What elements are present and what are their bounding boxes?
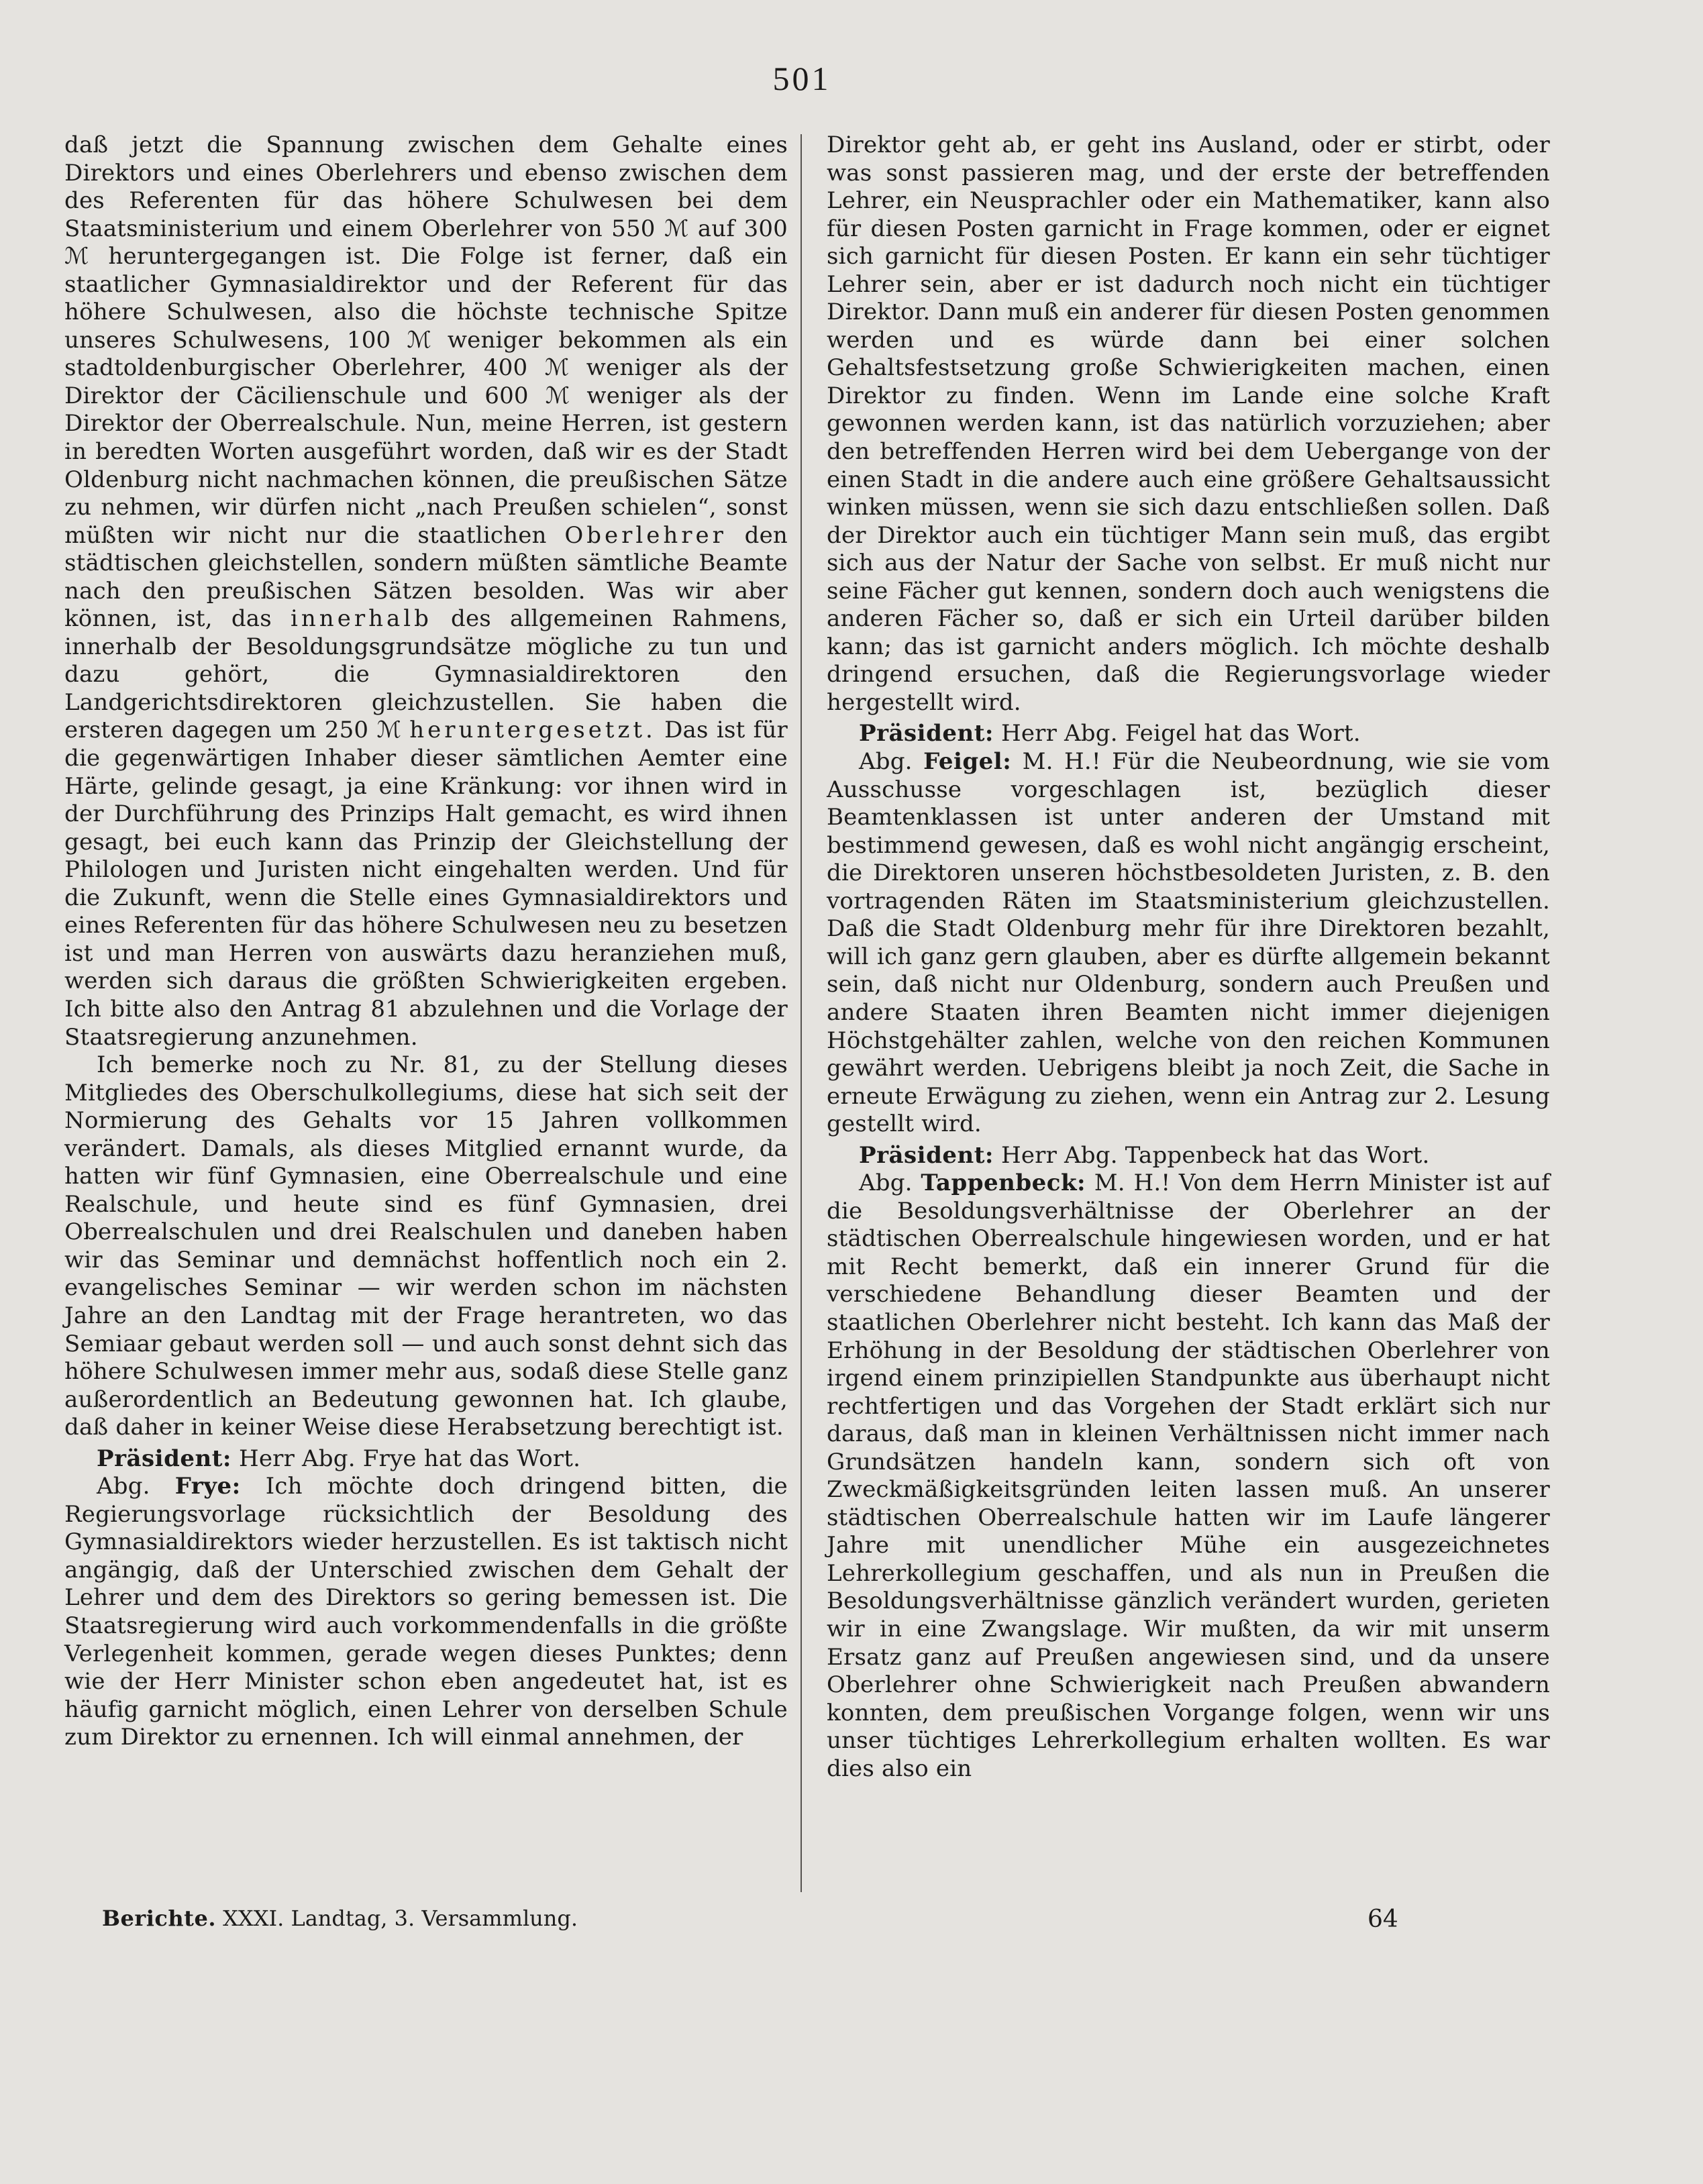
text-run: den städtischen gleichstellen, sondern müßten sämtliche Beamte nach den preußischen Sätzen besolden. Was wir aber können, ist, das [64, 521, 788, 633]
speaker-name: Frye: [174, 1473, 241, 1500]
emphasis-text: heruntergesetzt. [409, 717, 656, 744]
speaker-label: Präsident: [859, 1141, 994, 1169]
chair-text: Herr Abg. Feigel hat das Wort. [1000, 720, 1361, 747]
speech-text: M. H.! Von dem Herrn Minister ist auf die Besoldungsverhältnisse der Oberlehrer an der städtischen Oberrealschule hingewiesen worden, und er hat mit Recht bemerkt, daß ein innerer Grund für die verschiedene Behandlung dieser Beamten und der staatlichen Oberlehrer nicht besteht. Ich kann das Maß der Erhöhung in der Besoldung der städtischen Oberlehrer von irgend einem prinzipiellen Standpunkte aus überhaupt nicht rechtfertigen und das Vorgehen der Stadt erklärt sich nur daraus, daß man in kleinen Verhältnissen nicht immer nach Grundsätzen handeln kann, sondern sich oft von Zweckmäßigkeitsgründen leiten lassen muß. An unserer städtischen Oberrealschule hatten wir im Laufe längerer Jahre mit unendlicher Mühe ein ausgezeichnetes Lehrerkollegium geschaffen, und als nun in Preußen die Besoldungsverhältnisse gänzlich verändert wurden, gerieten wir in eine Zwangslage. Wir mußten, da wir mit unserm Ersatz ganz auf Preußen angewiesen sind, und da unsere Oberlehrer ohne Schwierigkeit nach Preußen abwandern konnten, dem preußischen Vorgange folgen, wenn wir uns unser tüchtiges Lehrerkollegium erhalten wollten. Es war dies also ein [827, 1169, 1551, 1782]
speaker-prefix: Abg. [859, 1169, 913, 1197]
paragraph [64, 132, 788, 1051]
column-rule [801, 134, 802, 1892]
speaker-label: Präsident: [859, 720, 994, 747]
speaker-prefix: Abg. [859, 748, 913, 776]
chair-line [827, 1142, 1550, 1170]
footer-title: Berichte. [102, 1906, 216, 1931]
footer-left [102, 1906, 578, 1931]
emphasis-text: Oberlehrer [564, 521, 727, 549]
speaker-name: Tappenbeck: [921, 1169, 1086, 1197]
page-number: 501 [772, 60, 831, 97]
footer-detail: XXXI. Landtag, 3. Versammlung. [223, 1906, 578, 1931]
text-run: Das ist für die gegenwärtigen Inhaber dieser sämtlichen Aemter eine Härte, gelinde gesagt, ja eine Kränkung: vor ihnen wird in der Durchführung des Prinzips Halt gemacht, es wird ihnen gesagt, bei euch kann das Prinzip der Gleichstellung der Philologen und Juristen nicht eingehalten werden. Und für die Zukunft, wenn die Stelle eines Gymnasialdirektors und eines Referenten für das höhere Schulwesen neu zu besetzen ist und man Herren von auswärts dazu heranziehen muß, werden sich daraus die größten Schwierigkeiten ergeben. Ich bitte also den Antrag 81 abzulehnen und die Vorlage der Staatsregierung anzunehmen. [64, 717, 788, 1051]
chair-line [64, 1445, 788, 1473]
speech-paragraph [827, 1169, 1550, 1783]
emphasis-text: innerhalb [291, 605, 432, 633]
chair-line [827, 720, 1550, 748]
sheet-number: 64 [1367, 1906, 1398, 1933]
right-column [827, 132, 1550, 1783]
speech-text: Ich möchte doch dringend bitten, die Regierungsvorlage rücksichtlich der Besoldung des Gymnasialdirektors wieder herzustellen. Es ist taktisch nicht angängig, daß der Unterschied zwischen dem Gehalt der Lehrer und dem des Direktors so gering bemessen ist. Die Staatsregierung wird auch vorkommendenfalls in die größte Verlegenheit kommen, gerade wegen dieses Punktes; denn wie der Herr Minister schon eben angedeutet hat, ist es häufig garnicht möglich, einen Lehrer von derselben Schule zum Direktor zu ernennen. Ich will einmal annehmen, der [64, 1473, 788, 1751]
speech-paragraph [827, 748, 1550, 1139]
text-run: daß jetzt die Spannung zwischen dem Gehalte eines Direktors und eines Oberlehrers und ebenso zwischen dem des Referenten für das höhere Schulwesen bei dem Staatsministerium und einem Oberlehrer von 550 ℳ auf 300 ℳ heruntergegangen ist. Die Folge ist ferner, daß ein staatlicher Gymnasialdirektor und der Referent für das höhere Schulwesen, also die höchste technische Spitze unseres Schulwesens, 100 ℳ weniger bekommen als ein stadtoldenburgischer Oberlehrer, 400 ℳ weniger als der Direktor der Cäcilienschule und 600 ℳ weniger als der Direktor der Oberrealschule. Nun, meine Herren, ist gestern in beredten Worten ausgeführt worden, daß wir es der Stadt Oldenburg nicht nachmachen können, die preußischen Sätze zu nehmen, wir dürfen nicht „nach Preußen schielen“, sonst müßten wir nicht nur die staatlichen [64, 132, 788, 549]
chair-text: Herr Abg. Tappenbeck hat das Wort. [1000, 1141, 1430, 1169]
text-run: des allgemeinen Rahmens, innerhalb der Besoldungsgrundsätze mögliche zu tun und dazu gehört, die Gymnasialdirektoren den Landgerichtsdirektoren gleichzustellen. Sie haben die ersteren dagegen um 250 ℳ [64, 605, 788, 744]
paragraph: Direktor geht ab, er geht ins Ausland, oder er stirbt, oder was sonst passieren mag, und der erste der betreffenden Lehrer, ein Neusprachler oder ein Mathematiker, kann also für diesen Posten garnicht in Frage kommen, oder er eignet sich garnicht für diesen Posten. Er kann ein sehr tüchtiger Lehrer sein, aber er ist dadurch noch nicht ein tüchtiger Direktor. Dann muß ein anderer für diesen Posten genommen werden und es würde dann bei einer solchen Gehaltsfestsetzung große Schwierigkeiten machen, einen Direktor zu finden. Wenn im Lande eine solche Kraft gewonnen werden kann, ist das natürlich vorzuziehen; aber den betreffenden Herren wird bei dem Uebergange von der einen Stadt in die andere auch eine größere Gehaltsaussicht winken müssen, wenn sie sich dazu entschließen sollen. Daß der Direktor auch ein tüchtiger Mann sein muß, das ergibt sich aus der Natur der Sache von selbst. Er muß nicht nur seine Fächer gut kennen, sondern doch auch wenigstens die anderen Fächer so, daß er sich ein Urteil darüber bilden kann; das ist garnicht anders möglich. Ich möchte deshalb dringend ersuchen, daß die Regierungsvorlage wieder hergestellt wird. [827, 132, 1550, 716]
chair-text: Herr Abg. Frye hat das Wort. [238, 1445, 581, 1472]
speaker-label: Präsident: [97, 1445, 231, 1472]
speech-text: M. H.! Für die Neubeordnung, wie sie vom Ausschusse vorgeschlagen ist, bezüglich dieser Beamtenklassen ist unter anderen der Umstand mit bestimmend gewesen, daß es wohl nicht angängig erscheint, die Direktoren unseren höchstbesoldeten Juristen, z. B. den vortragenden Räten im Staatsministerium gleichzustellen. Daß die Stadt Oldenburg mehr für ihre Direktoren bezahlt, will ich ganz gern glauben, aber es dürfte allgemein bekannt sein, daß nicht nur Oldenburg, sondern auch Preußen und andere Staaten ihren Beamten nicht immer diejenigen Höchstgehälter zahlen, welche von den reichen Kommunen gewährt werden. Uebrigens bleibt ja noch Zeit, die Sache in erneute Erwägung zu ziehen, wenn ein Antrag zur 2. Lesung gestellt wird. [827, 748, 1550, 1138]
paragraph: Ich bemerke noch zu Nr. 81, zu der Stellung dieses Mitgliedes des Oberschulkollegiums, diese hat sich seit der Normierung des Gehalts vor 15 Jahren vollkommen verändert. Damals, als dieses Mitglied ernannt wurde, da hatten wir fünf Gymnasien, eine Oberrealschule und eine Realschule, und heute sind es fünf Gymnasien, drei Oberrealschulen und drei Realschulen und daneben haben wir das Seminar und demnächst hoffentlich noch ein 2. evangelisches Seminar — wir werden schon im nächsten Jahre an den Landtag mit der Frage herantreten, wo das Semiaar gebaut werden soll — und auch sonst dehnt sich das höhere Schulwesen immer mehr aus, sodaß diese Stelle ganz außerordentlich an Bedeutung gewonnen hat. Ich glaube, daß daher in keiner Weise diese Herabsetzung berechtigt ist. [64, 1051, 788, 1441]
speaker-name: Feigel: [923, 748, 1012, 776]
speaker-prefix: Abg. [97, 1473, 150, 1500]
speech-paragraph [64, 1473, 788, 1751]
left-column [64, 132, 788, 1752]
